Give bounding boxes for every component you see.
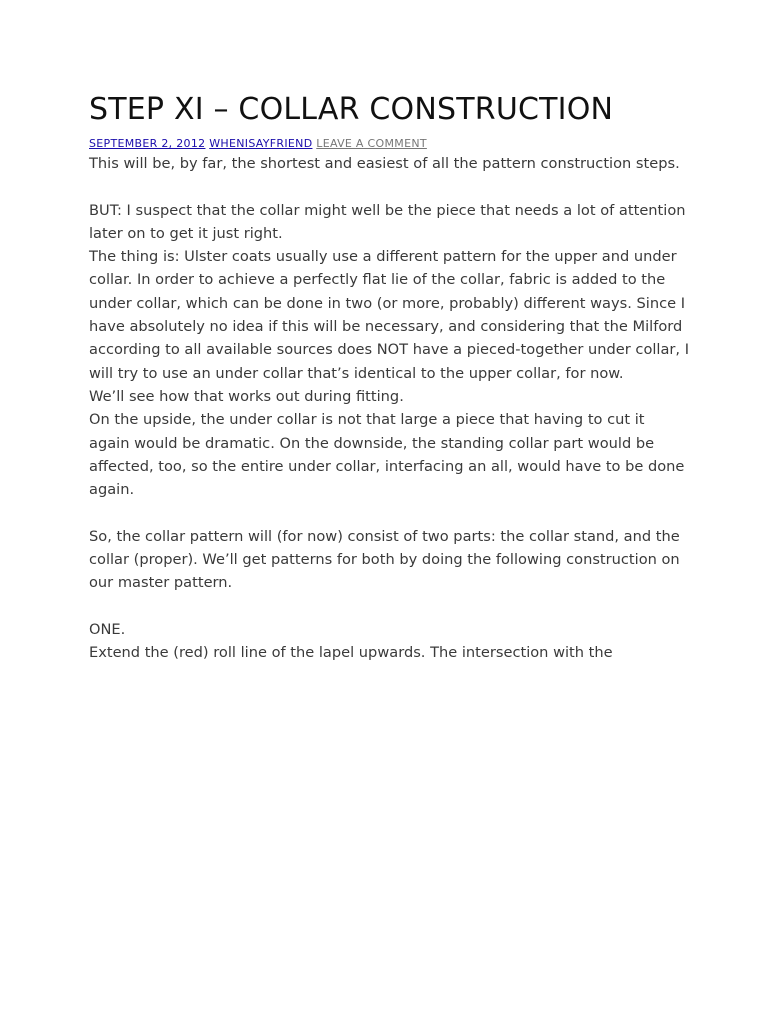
paragraph-7: ONE. [89,620,126,638]
post-title: STEP XI – COLLAR CONSTRUCTION [89,92,614,127]
paragraph-4: We’ll see how that works out during fitting. [89,387,404,405]
post-meta [89,136,689,152]
paragraph-1: This will be, by far, the shortest and easiest of all the pattern construction steps. [89,155,680,172]
post-date-link[interactable]: SEPTEMBER 2, 2012 [89,137,206,150]
paragraph-8: Extend the (red) roll line of the lapel upwards. The intersection with the [89,644,613,662]
blog-post [89,90,689,665]
paragraph-5: On the upside, the under collar is not that large a piece that having to cut it again would be dramatic. On the downside, the standing collar part would be affected, too, so the entire under collar, interfacing an all, would have to be done again. [89,411,685,499]
post-author-link[interactable]: WHENISAYFRIEND [209,137,313,150]
paragraph-spacer [89,175,689,198]
paragraph-2: BUT: I suspect that the collar might well be the piece that needs a lot of attention later on to get it just right. [89,201,686,242]
paragraph-3: The thing is: Ulster coats usually use a different pattern for the upper and under collar. In order to achieve a perfectly flat lie of the collar, fabric is added to the under collar, which can be done in two (or more, probably) different ways. Since I have absolutely no idea if this will be necessary, and considering that the Milford according to all available sources does NOT have a pieced-together under collar, I will try to use an under collar that’s identical to the upper collar, for now. [89,248,690,382]
paragraph-spacer [89,595,689,618]
paragraph-6: So, the collar pattern will (for now) consist of two parts: the collar stand, and the collar (proper). We’ll get patterns for both by doing the following construction on our master pattern. [89,527,680,592]
leave-comment-link[interactable]: LEAVE A COMMENT [316,137,427,150]
post-body [89,152,689,665]
paragraph-spacer [89,501,689,524]
